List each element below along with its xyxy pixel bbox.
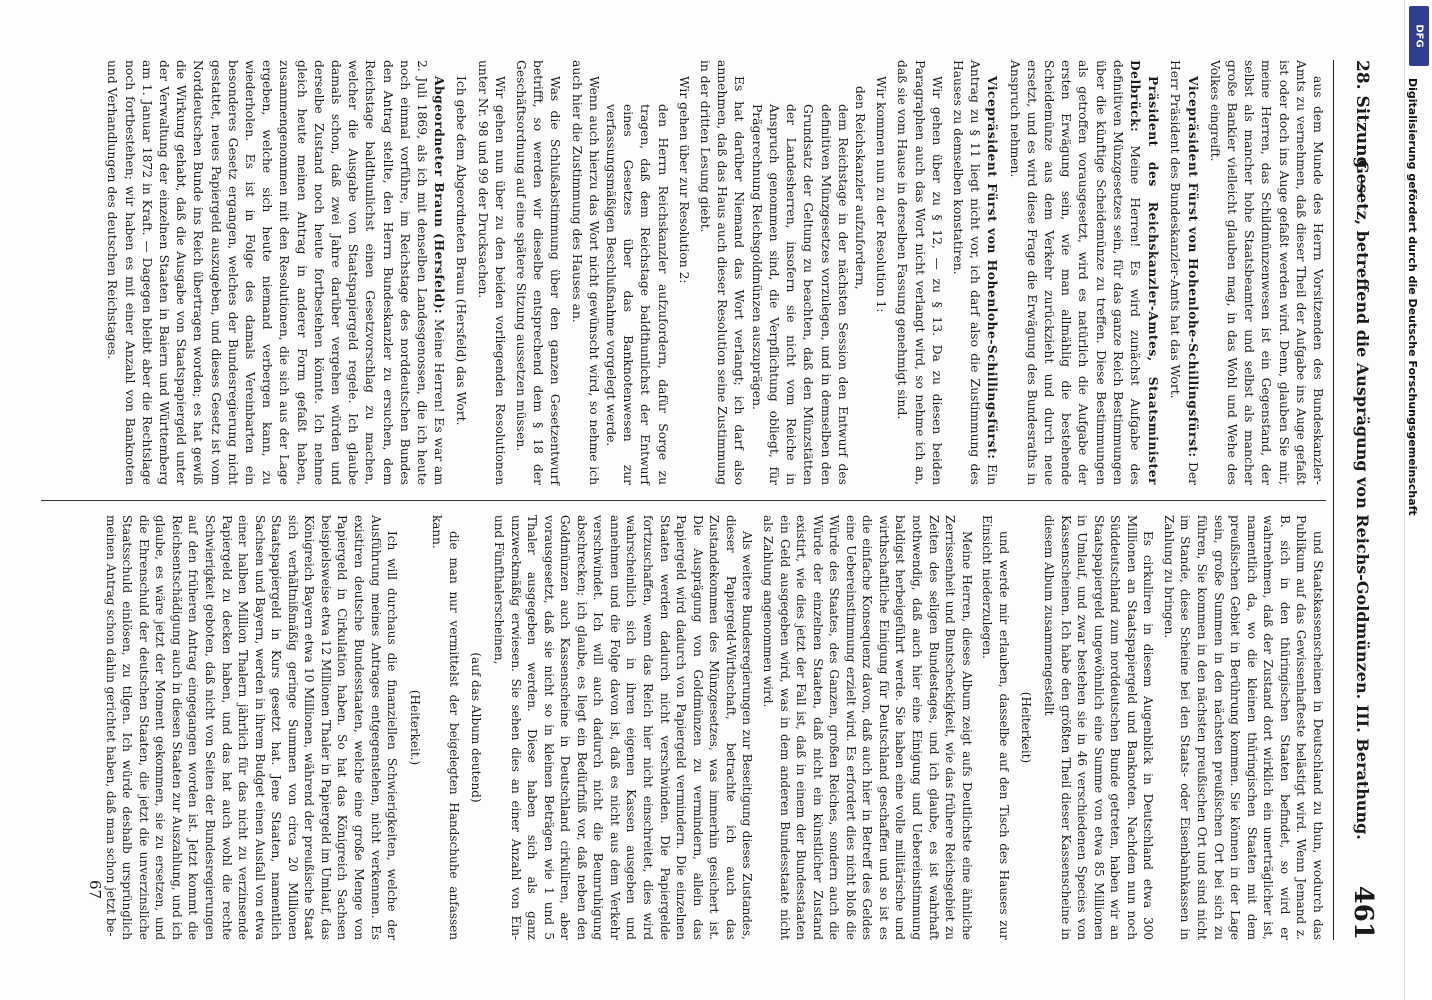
speaker: Vicepräsident Fürst von Hohenlohe-Schillingsfürst: <box>1185 76 1201 458</box>
paragraph: Es hat darüber Niemand das Wort verlangt; ich darf also annehmen, daß das Haus auch dieser Resolution seine Zustimmung in der dritten Lesung giebt. <box>698 60 747 485</box>
paragraph: Es cirkuliren in diesem Augenblick in Deutschland etwa 300 Millionen an Staatspapiergeld und Banknoten. Nachdem nun noch Süddeutschland zum norddeutschen Bunde getreten, haben wir an Staatspapiergeld ungewöhnlich eine Summe von etwa 85 Millionen in Umlauf, und zwar bestehen sie in 46 verschiedenen Species von Kassenscheinen. Ich habe den größten Theil dieser Kassenscheine in diesem Album zusammengestellt <box>1042 515 1156 940</box>
paragraph: Wir gehen über zur Resolution 2: <box>676 76 691 284</box>
paragraph: Ich gebe dem Abgeordneten Braun (Hersfeld) das Wort. <box>454 76 469 426</box>
column-divider <box>41 500 1326 501</box>
resolution-text: den Herrn Reichskanzler aufzufordern, dafür Sorge zu tragen, daß dem Reichstage baldthunlichst der Entwurf eines Gesetzes über das Banknotenwesen zur verfassungsmäßigen Beschlußnahme vorgelegt werde. <box>604 104 670 485</box>
stage-direction: (Heiterkeit.) <box>407 689 422 766</box>
paragraph <box>949 60 1002 485</box>
paragraph: aus dem Munde des Herrn Vorsitzenden des Bundeskanzler-Amts zu vernehmen, daß dieser Theil der Aufgabe ins Auge gefaßt ist oder doch ins Auge gefaßt werden wird. Denn, glauben Sie mir, meine Herren, das Schildmünzenwesen ist ein Gegenstand, der selbst als mancher hohe Staatsbeamter und selbst als mancher große Bankier vielleicht glauben mag, in das Wohl und Wehe des Volkes eingreift. <box>1207 60 1325 485</box>
stage-direction: (Heiterkeit) <box>1019 691 1034 764</box>
resolution-text: den Reichskanzler aufzufordern, <box>852 86 867 290</box>
speech-text: Meine Herren! Es wird zunächst Aufgabe des definitiven Münzgesetzes sein, für das ganze Reich Bestimmungen über die künftige Scheidemünze zu treffen. Diese Bestimmungen als getroffen vorausgesetzt, wird es natürlich die Aufgabe der ersten Erwägung sein, wie man allmählig die bestehende Scheidemünze aus dem Verkehr zurückzieht und durch neue ersetzt, und es wird diese Frage die Erwägung des Bundesraths in Anspruch nehmen. <box>1007 60 1142 485</box>
header-title: Gesetz, betreffend die Ausprägung von Reichs-Goldmünzen. III. Berathung. <box>1353 160 1372 840</box>
paragraph <box>103 60 448 485</box>
page-number: 461 <box>1348 885 1378 940</box>
paragraph: die man nur vermittelst der beigelegten Handschuhe anfassen kann. <box>430 515 461 940</box>
dfg-sidebar <box>1404 0 1432 1000</box>
header-session: 28. Sitzung. — <box>1352 60 1372 198</box>
paragraph: Wenn auch hierzu das Wort nicht gewünscht wird, so nehme ich auch hier die Zustimmung des Hauses an. <box>569 60 601 485</box>
right-column <box>98 515 1326 940</box>
paragraph: und werde mir erlauben, dasselbe auf den Tisch des Hauses zur Einsicht niederzulegen. <box>980 515 1011 940</box>
speaker: Vicepräsident Fürst von Hohenlohe-Schillingsfürst: <box>985 76 1001 460</box>
speaker: Präsident des Reichskanzler-Amtes, Staatsminister Delbrück: <box>1127 60 1162 485</box>
paragraph: Wir gehen nun über zu den beiden vorliegenden Resolutionen unter Nr. 98 und 99 der Drucksachen. <box>475 60 507 485</box>
speaker: Abgeordneter Braun (Hersfeld): <box>432 76 448 315</box>
paragraph: und Staatskassenscheinen in Deutschland zu thun, wodurch das Publikum auf das Gewissenhafteste belästigt wird. Wenn Jemand z. B. sich in den thüringischen Staaten befindet, so wird er wahrnehmen, daß der Zustand dort wirklich ein unerträglicher ist, namentlich da, wo die kleinen thüringischen Staaten mit dem preußischen Gebiet in Berührung kommen. Sie können in der Lage sein, große Summen in den nächsten preußischen Ort bei sich zu führen, Sie kommen in den nächsten preußischen Ort und sind nicht im Stande, diese Scheine bei den Staats- oder Eisenbahnkassen in Zahlung zu bringen. <box>1161 515 1325 940</box>
page-header <box>1340 60 1378 940</box>
left-column <box>99 60 1326 485</box>
paragraph: Ich will durchaus die finanziellen Schwierigkeiten, welche der Ausführung meines Antrages entgegenstehen, nicht verkennen. Es existiren deutsche Bundesstaaten, welche eine große Menge von Papiergeld in Cirkulation haben. So hat das Königreich Sachsen beispielsweise etwa 12 Millionen Thaler in Papiergeld im Umlauf, das Königreich Bayern etwa 10 Millionen, während der preußische Staat sich verhältnißmäßig geringe Summen von circa 20 Millionen Staatspapiergeld in Kurs gesetzt hat. Jene Staaten, namentlich Sachsen und Bayern, werden in ihrem Budget einen Ausfall von etwa einer halben Million Thalern jährlich für das nicht zu verzinsende Papiergeld zu decken haben, und das hat auch wohl die rechte Schwierigkeit geboten, daß nicht von Seiten der Bundesregierungen auf den früheren Antrag eingegangen worden ist. Jetzt kommt die Reichsentschädigung auch in diesen Staaten zur Auszahlung, und ich glaube, es wäre jetzt der Moment gekommen, sie zu ersetzen, und die Ehrenschuld der deutschen Staaten, die jetzt die unverzinsliche Staatsschuld einlösen, zu tilgen. Ich würde deshalb ursprünglich meinen Antrag schon dahin gerichtet haben, daß man schon jetzt be- <box>103 515 400 940</box>
paragraph <box>1005 60 1162 485</box>
stage-direction: (auf das Album deutend) <box>469 652 484 803</box>
speech-text: Ein Antrag zu § 11 liegt nicht vor, ich darf also die Zustimmung des Hauses zu demselben konstatiren. <box>950 60 1000 485</box>
paragraph: Als weitere Bundesregierungen zur Beseitigung dieses Zustandes, dieser Papiergeld-Wirthschaft, betrachte ich auch das Zustandekommen des Münzgesetzes, was immerhin gesichert ist. Die Ausprägung von Goldmünzen zu vermindern, allein das Papiergeld wird dadurch von Papiergeld vermindern. Die einzelnen Staaten werden dadurch nicht verschwinden. Die Papiergelde fortzuschaffen, wenn das Reich hier nicht einschreitet, dies wird wahrscheinlich sich in ihren eigenen Kassen ausgeben und annehmen und die Folge davon ist, daß es nicht aus dem Verkehr verschwindet. Ich will auch dadurch nicht die Beunruhigung abschrecken; ich glaube, es liegt ein Bedürfniß vor, daß neben den Goldmünzen auch Kassenscheine in Deutschland cirkuliren, aber vorausgesetzt, daß sie nicht so in kleinen Beträgen wie 1 und 5 Thaler ausgegeben werden. Diese haben sich als ganz unzweckmäßig erwiesen. Sie sehen dies an einer Anzahl von Ein- und Fünfthalerscheinen, <box>492 515 755 940</box>
paragraph: Was die Schlußabstimmung über den ganzen Gesetzentwurf betrifft, so werden wir dieselbe entsprechend dem § 18 der Geschäftsordnung auf eine spätere Sitzung aussetzen müssen. <box>514 60 563 485</box>
dfg-logo <box>1409 6 1429 66</box>
speech-text: Meine Herren! Es war am 2. Juli 1869, als ich mit denselben Landesgenossen, die ich heute noch einmal vorführe, im Reichstage des norddeutschen Bundes den Antrag stellte, den Herrn Bundeskanzler zu ersuchen, dem Reichstage baldthunlichst einen Gesetzvorschlag zu machen, welcher die Ausgabe von Staatspapiergeld regele. Ich glaube damals schon, daß zwei Jahre darüber vergehen würden und derselbe Zustand noch heute fortbestehen könnte. Ich nehme gleich heute meinen Antrag in anderer Form gefaßt haben, zusammengenommen mit den Resolutionen, die sich aus der Lage ergeben, welche sich heute niemand verbergen kann, zu wiederholen. Es ist in Folge des damals Vereinbarten ein besonderes Gesetz ergangen, welches der Bundesregierung nicht gestattet, neues Papiergeld auszugeben, und dieses Gesetz ist vom Norddeutschen Bunde ins Reich übertragen worden; es hat gewiß die Wirkung gehabt, daß die Ausgabe von Staatspapiergeld unter der Verwaltung der einzelnen Staaten in Baiern und Württemberg am 1. Januar 1872 in Kraft. — Dagegen bleibt aber die Rechtslage noch fortbestehen; wir haben es mit einer Anzahl von Banknoten und Verhandlungen des deutschen Reichstages. <box>105 60 447 485</box>
signature-number: 67 <box>86 880 104 900</box>
paragraph: Wir kommen nun zu der Resolution 1: <box>874 76 889 313</box>
resolution-text: dem Reichstage in der nächsten Session den Entwurf des definitiven Münzgesetzes vorzulegen, und in demselben den Grundsatz der Geltung zu beachten, daß den Münzstätten der Landesherren, insofern sie nicht vom Reiche in Anspruch genommen sind, die Verpflichtung obliegt, für Prägerechnung Reichsgoldmünzen auszuprägen. <box>749 104 850 485</box>
paragraph <box>1166 60 1201 485</box>
paragraph: Wir gehen über zu § 12, — zu § 13. Da zu diesen beiden Paragraphen auch das Wort nicht verlangt wird, so nehme ich an, daß sie vom Hause in derselben Fassung genehmigt sind. <box>895 60 944 485</box>
paragraph: Meine Herren, dieses Album zeigt aufs Deutlichste eine ähnliche Zerrissenheit und Buntscheckigkeit, wie das frühere Reichsgebiet zu Zeiten des seligen Bundestages, und ich glaube, es ist wahrhaft nothwendig, daß auch hier eine Einigung und Uebereinstimmung baldigst herbeigeführt werde. Sie haben eine volle militärische und wirthschaftliche Einigung für Deutschland geschaffen und so ist es die einfache Konsequenz davon, daß auch hier in Betreff des Geldes eine Uebereinstimmung erzielt wird. Es erfordert dies nicht bloß die Würde des Staates, des Ganzen, großen Reiches, sondern auch die Würde der einzelnen Staaten, daß nicht ein künstlicher Zustand existirt, wie dies jetzt der Fall ist, daß in einem der Bundesstaaten ein Geld ausgegeben wird, was in dem anderen Bundesstaate nicht als Zahlung angenommen wird. <box>761 515 974 940</box>
dfg-logo-text: DFG <box>1413 24 1425 48</box>
speech-text: Der Herr Präsident des Bundeskanzler-Amts hat das Wort. <box>1168 60 1200 485</box>
dfg-credit-text: Digitalisierung gefördert durch die Deutsche Forschungsgemeinschaft <box>1406 78 1419 516</box>
header-rule <box>1333 60 1334 940</box>
